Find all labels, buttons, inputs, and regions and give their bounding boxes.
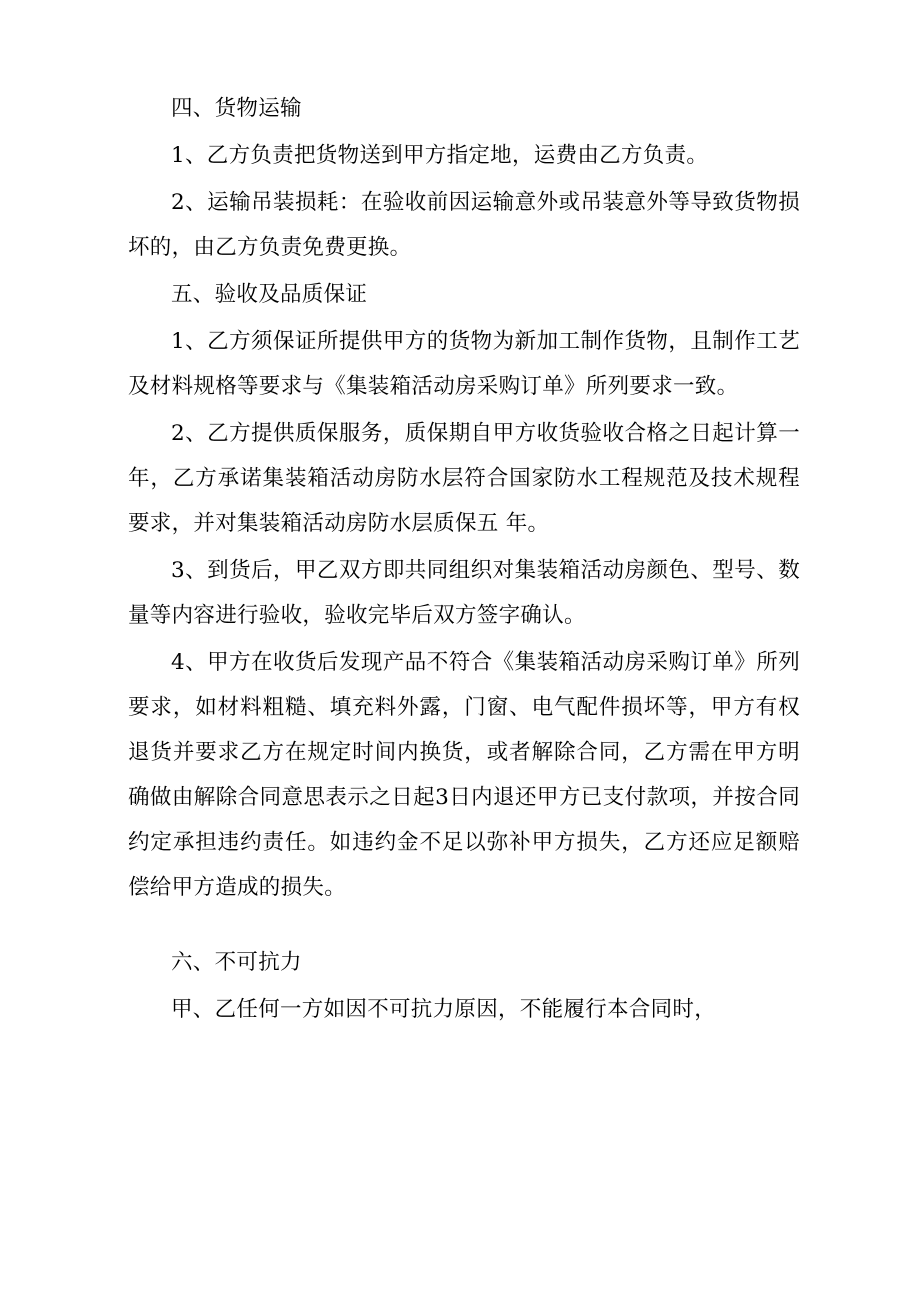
spacer xyxy=(128,910,800,940)
paragraph-acceptance-2: 2、乙方提供质保服务，质保期自甲方收货验收合格之日起计算一年，乙方承诺集装箱活动房防水层符合国家防水工程规范及技术规程要求，并对集装箱活动房防水层质保五 年。 xyxy=(128,421,800,536)
section-heading-acceptance: 五、验收及品质保证 xyxy=(171,282,368,307)
paragraph-transport-1: 1、乙方负责把货物送到甲方指定地，运费由乙方负责。 xyxy=(171,143,709,168)
paragraph-acceptance-4: 4、甲方在收货后发现产品不符合《集装箱活动房采购订单》所列要求，如材料粗糙、填充料外露，门窗、电气配件损坏等，甲方有权退货并要求乙方在规定时间内换货，或者解除合同，乙方需在甲方明确做由解除合同意思表示之日起3日内退还甲方已支付款项，并按合同约定承担违约责任。如违约金不足以弥补甲方损失，乙方还应足额赔偿给甲方造成的损失。 xyxy=(128,650,800,900)
section-heading-transport: 四、货物运输 xyxy=(171,96,302,121)
document-body xyxy=(128,86,800,1032)
section-heading-force-majeure: 六、不可抗力 xyxy=(171,950,302,975)
paragraph-transport-2: 2、运输吊装损耗：在验收前因运输意外或吊装意外等导致货物损坏的，由乙方负责免费更换。 xyxy=(128,190,800,260)
paragraph-acceptance-1: 1、乙方须保证所提供甲方的货物为新加工制作货物，且制作工艺及材料规格等要求与《集装箱活动房采购订单》所列要求一致。 xyxy=(128,329,800,399)
paragraph-acceptance-3: 3、到货后，甲乙双方即共同组织对集装箱活动房颜色、型号、数量等内容进行验收，验收完毕后双方签字确认。 xyxy=(128,558,800,628)
paragraph-force-majeure-1: 甲、乙任何一方如因不可抗力原因，不能履行本合同时， xyxy=(171,997,717,1022)
